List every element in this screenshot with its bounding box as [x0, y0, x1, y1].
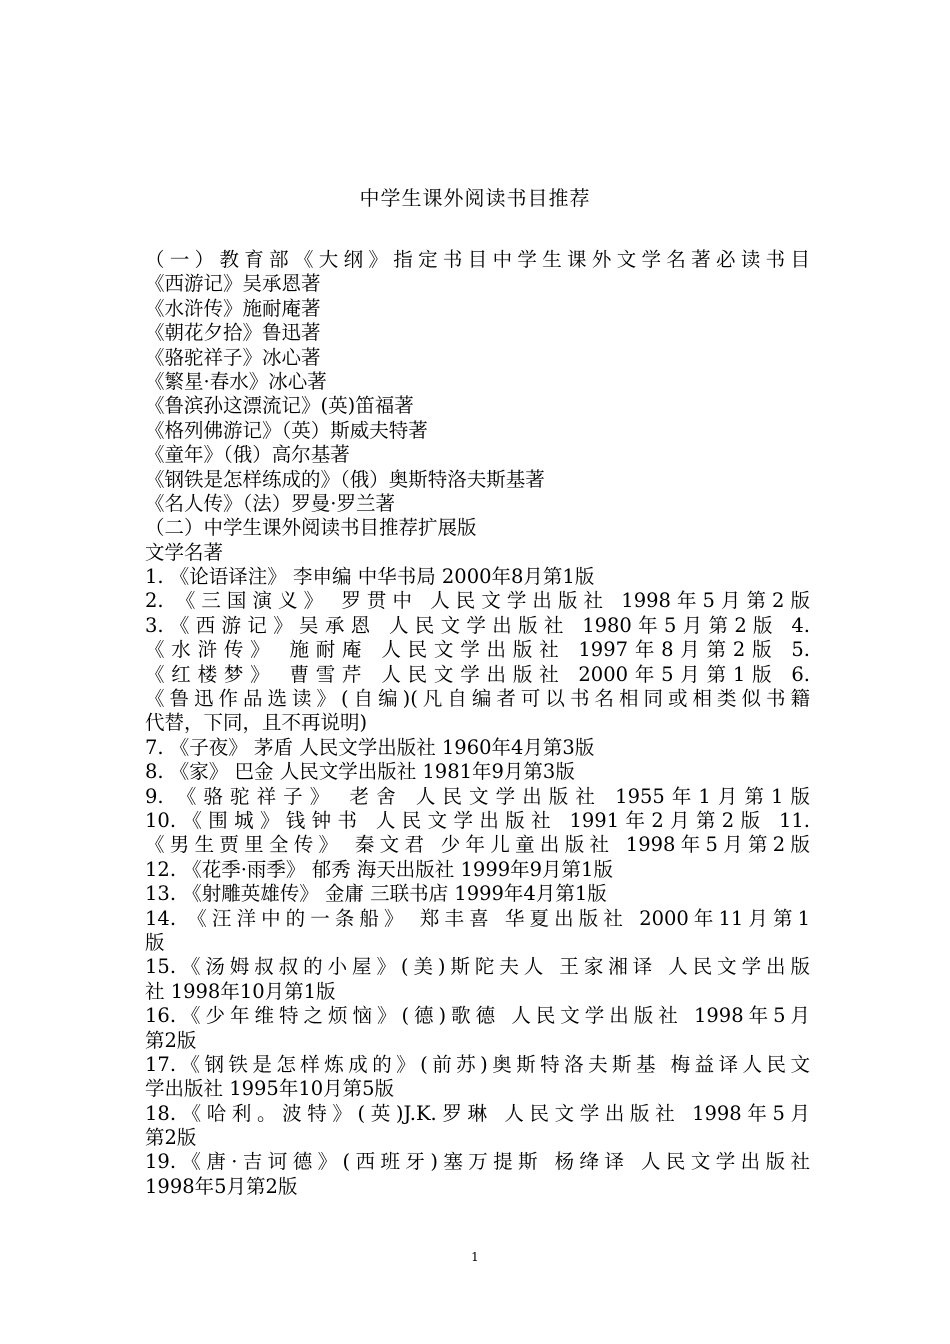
text-line: 代替，下同，且不再说明) [145, 711, 368, 735]
text-line: 版 [145, 930, 165, 954]
text-line: 《繁星·春水》冰心著 [145, 369, 327, 393]
page-title: 中学生课外阅读书目推荐 [359, 186, 591, 210]
text-line: 1. 《论语译注》 李申编 中华书局 2000年8月第1版 [145, 565, 595, 589]
section-subheading: 文学名著 [145, 540, 224, 564]
text-line: （一）教育部《大纲》指定书目中学生课外文学名著必读书目 [145, 248, 810, 271]
text-line: 《鲁滨孙这漂流记》(英)笛福著 [145, 394, 414, 418]
text-line: 《钢铁是怎样练成的》（俄）奥斯特洛夫斯基著 [145, 467, 545, 491]
text-line: 16.《少年维特之烦恼》(德)歌德 人民文学出版社 1998年5月 [145, 1004, 810, 1028]
text-line: 《朝花夕拾》鲁迅著 [145, 321, 321, 345]
text-line: 《水浒传》施耐庵著 [145, 296, 321, 320]
page-number: 1 [471, 1250, 479, 1264]
text-line: 《童年》（俄）高尔基著 [145, 443, 350, 467]
text-line: 《骆驼祥子》冰心著 [145, 345, 321, 369]
text-line: 14. 《汪洋中的一条船》 郑丰喜 华夏出版社 2000年11月第1 [145, 906, 810, 930]
text-line: 《鲁迅作品选读》(自编)(凡自编者可以书名相同或相类似书籍 [145, 687, 810, 711]
text-line: 10.《围城》钱钟书 人民文学出版社 1991年2月第2版 11. [145, 808, 810, 832]
text-line: 《水浒传》 施耐庵 人民文学出版社 1997年8月第2版 5. [145, 638, 810, 662]
section-heading: （二）中学生课外阅读书目推荐扩展版 [145, 516, 477, 540]
text-line: 3.《西游记》吴承恩 人民文学出版社 1980年5月第2版 4. [145, 613, 810, 637]
text-line: 8. 《家》 巴金 人民文学出版社 1981年9月第3版 [145, 760, 575, 784]
text-line: 2. 《三国演义》 罗贯中 人民文学出版社 1998年5月第2版 [145, 589, 810, 613]
text-line: 学出版社 1995年10月第5版 [145, 1077, 395, 1101]
text-line: 15.《汤姆叔叔的小屋》(美)斯陀夫人 王家湘译 人民文学出版 [145, 955, 810, 979]
text-line: 《格列佛游记》（英）斯威夫特著 [145, 418, 428, 442]
text-line: 18.《哈利。波特》(英)J.K.罗琳 人民文学出版社 1998年5月 [145, 1101, 810, 1125]
text-line: 1998年5月第2版 [145, 1174, 298, 1198]
text-line: 第2版 [145, 1126, 197, 1150]
text-line: 12. 《花季·雨季》 郁秀 海天出版社 1999年9月第1版 [145, 857, 613, 881]
text-line: 9. 《骆驼祥子》 老舍 人民文学出版社 1955年1月第1版 [145, 784, 810, 808]
text-line: 7. 《子夜》 茅盾 人民文学出版社 1960年4月第3版 [145, 735, 595, 759]
text-line: 《男生贾里全传》 秦文君 少年儿童出版社 1998年5月第2版 [145, 833, 810, 857]
text-line: 《西游记》吴承恩著 [145, 272, 321, 296]
text-line: 17.《钢铁是怎样炼成的》(前苏)奥斯特洛夫斯基 梅益译人民文 [145, 1052, 810, 1076]
text-line: 《红楼梦》 曹雪芹 人民文学出版社 2000年5月第1版 6. [145, 662, 810, 686]
text-line: 13. 《射雕英雄传》 金庸 三联书店 1999年4月第1版 [145, 882, 607, 906]
text-line: 第2版 [145, 1028, 197, 1052]
text-line: 19.《唐·吉诃德》(西班牙)塞万提斯 杨绛译 人民文学出版社 [145, 1150, 810, 1174]
text-line: 社 1998年10月第1版 [145, 979, 336, 1003]
document-body [145, 248, 810, 1199]
text-line: 《名人传》（法）罗曼·罗兰著 [145, 491, 395, 515]
